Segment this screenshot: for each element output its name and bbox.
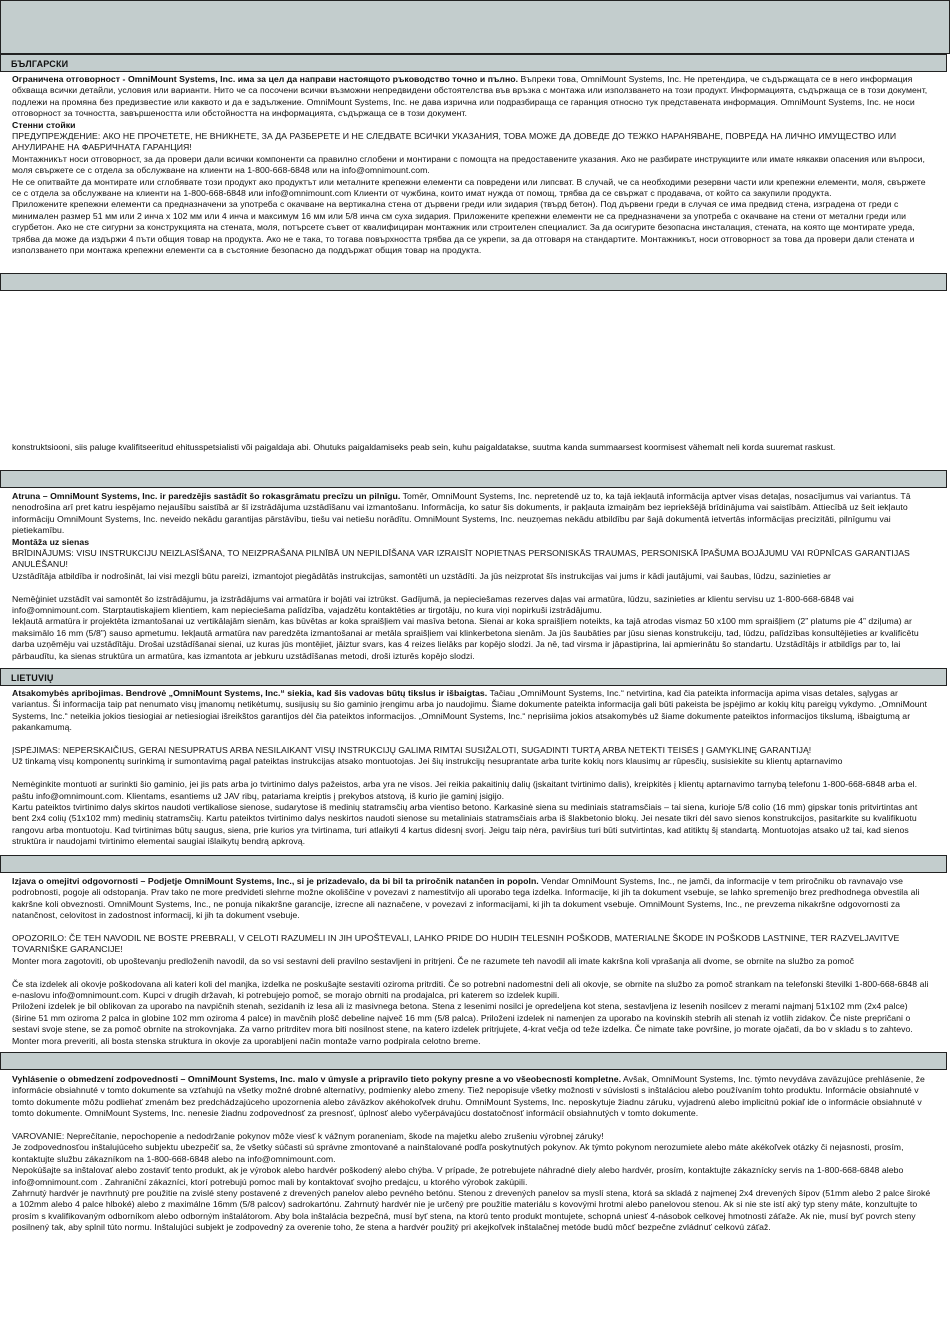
top-header-band	[0, 0, 950, 54]
warning-paragraph: ĮSPĖJIMAS: NEPERSKAIČIUS, GERAI NESUPRATUS ARBA NESILAIKANT VISŲ INSTRUKCIJŲ GALIMA RIMTAI SUSIŽALOTI, SUGADINTI TURTĄ ARBA NETEKTI TEISĖS Į GAMYKLINĘ GARANTIJĄ!	[12, 745, 812, 756]
bulgarian-text-block	[12, 74, 934, 257]
section-header-slovak	[0, 1052, 947, 1070]
subheading: Стенни стойки	[12, 119, 76, 130]
warning-paragraph: VAROVANIE: Neprečítanie, nepochopenie a nedodržanie pokynov môže viesť k vážnym poraneniam, škode na majetku alebo zrušeniu výrobnej záruky!	[12, 1131, 604, 1142]
disclaimer-paragraph: Atruna – OmniMount Systems, Inc. ir paredzējis sastādīt šo rokasgrāmatu precīzu un pilnīgu. Tomēr, OmniMount Systems, Inc. nepretendē uz to, ka tajā iekļautā informācija aptver visas detaļas, nosacījumus vai variantus. Tā nenodrošina arī pret katru iespējamo nejaušību saistībā ar šī izstrādājuma uzstādīšanu vai izmantošanu. Informācija, ko satur šis dokuments, ir pakļauta izmaiņām bez iepriekšējā brīdinājuma vai saistībām. Attiecībā uz šeit iekļauto informāciju OmniMount Systems, Inc. neveido nekādu garantijas pārstāvību, tiešu vai netiešu norādītu. OmniMount Systems, Inc. neuzņemas nekādu atbildību par šajā dokumentā ietvertās informācijas precizitāti, pilnīgumu vai pietiekamību.	[12, 491, 911, 536]
latvian-text-block	[12, 491, 934, 662]
body-paragraph: Če sta izdelek ali okovje poškodovana ali kateri koli del manjka, izdelka ne poskušajte sestaviti oziroma pritrditi. Če so potrebni nadomestni deli ali okovje, se obrnite na službo za pomoč strankam na telefonski številki 1-800-668-6848 ali e-naslovu info@omnimount.com. Kupci v drugih državah, ki potrebujejo pomoč, se morajo obrniti na prodajalca, pri katerem so izdelek kupili.	[12, 978, 929, 1001]
body-paragraph: Iekļautā armatūra ir projektēta izmantošanai uz vertikālajām sienām, kas būvētas ar koka spraišļiem vai masīva betona. Sienai ar koka spraišļiem noteikts, ka tajā atrodas vismaz 50 x100 mm spraišļiem (2” platums pie 4” dziļuma) ar maksimālo 16 mm (5/8”) sauso apmetumu. Iekļautā armatūra nav paredzēta izmantošanai ar metāla spraišļiem vai klinkerbetona sienām. Ja jūs šaubāties par jūsu sienas konstrukciju, tad, lūdzu, palīdzības konsultējieties ar kvalificētu darba uzņēmēju vai uzstādītāju. Drošai uzstādīšanai sienai, uz kuras jūs montējiet, jāiztur svars, kas 4 reizes lielāks par kopējo slodzi. Ja nē, tad virsma ir jāpastiprina, lai apmierinātu šo standartu. Uzstādītājs ir atbildīgs par to, lai pārbaudītu, ka sienas struktūra un armatūra, kas izmantota ar jebkuru uzstādīšanas metodi, droši izturēs kopējo slodzi.	[12, 616, 919, 661]
body-paragraph: Už tinkamą visų komponentų surinkimą ir sumontavimą pagal pateiktas instrukcijas atsako montuotojas. Jei šių instrukcijų nesuprantate arba turite kokių nors klausimų ar rūpesčių, susisiekite su klientų aptarnavimo	[12, 756, 843, 767]
body-paragraph: Zahrnutý hardvér je navrhnutý pre použitie na zvislé steny postavené z drevených panelov alebo pevného betónu. Stenou z drevených panelov sa myslí stena, ktorá sa skladá z najmenej 2x4 drevených šípov (51mm alebo 2 palce široké a 102mm alebo 4 palce hlboké) alebo z maximálne 16mm (5/8 palcov) sadrokartónu. Zahrnutý hardvér nie je určený pre použitie materiálu s kovovými hrotmi alebo panelovou stenou. Ak si nie ste istí aký typ steny máte, konzultujte to prosím s kvalifikovaným odborníkom alebo odborným inštalátorom. Aby bola inštalácia bezpečná, musí byť stena, na ktorú tento produkt montujete, schopná uniesť 4-násobok celkovej hmotnosti záťaže. Ak nie, musí byť povrch steny posilnený tak, aby splnil túto normu. Inštalujúci subjekt je zodpovedný za overenie toho, že stena a hardvér použitý pri akejkoľvek inštalačnej metóde budú môcť bezpečne zvládnuť celkovú záťaž.	[12, 1188, 931, 1233]
body-paragraph: Монтажникът носи отговорност, за да провери дали всички компоненти са правилно сглобени и монтирани с помощта на предоставените указания. Ако не разбирате инструкциите или имате някакви опасения или въпроси, моля свържете се с отдела за обслужване на клиенти на 1-800-668-6848 или на info@omnimount.com.	[12, 153, 925, 176]
body-paragraph: Priloženi izdelek je bil oblikovan za uporabo na navpičnih stenah, sezidanih iz lesa ali iz masivnega betona. Stena z lesenimi nosilci je opredeljena kot stena, sestavljena iz lesenih nosilcev z merami najmanj 51x102 mm (2x4 palce) (širine 51 mm oziroma 2 palca in globine 102 mm oziroma 4 palce) in mavčnih plošč debeline največ 16 mm (5/8 palca). Priloženi izdelek ni namenjen za uporabo na kovinskih stebrih ali stenah iz votlih zidakov. Če niste prepričani o sestavi svoje stene, se za pomoč obrnite na strokovnjaka. Za varno pritrditev mora biti nosilnost stene, na katero izdelek pritrjujete, 4-krat večja od teže izdelka. Če nimate take površine, jo morate ojačati, da bo v skladu s to zahtevo. Monter mora preveriti, ali bosta stenska struktura in okovje za uporabljeni način montaže varno podpirala celotno breme.	[12, 1001, 913, 1046]
section-header-estonian	[0, 273, 947, 291]
body-paragraph: Не се опитвайте да монтирате или сглобявате този продукт ако продуктът или металните крепежни елементи са повредени или липсват. В случай, че са необходими резервни части или крепежни елементи, моля, свържете се с отдела за обслужване на клиенти на 1-800-668-6848 или info@omnimount.com Клиенти от чужбина, които имат нужда от помощ, трябва да се свържат с продавача, от който са закупили продукта.	[12, 176, 926, 199]
body-paragraph: Nepokúšajte sa inštalovať alebo zostaviť tento produkt, ak je výrobok alebo hardvér poškodený alebo chýba. V prípade, že potrebujete náhradné diely alebo hardvér, prosím, kontaktujte zákaznícky servis na 1-800-668-6848 alebo info@omnimount.com . Zahraniční zákazníci, ktorí potrebujú pomoc mali by kontaktovať svojho predajcu, u ktorého výrobok zakúpili.	[12, 1165, 904, 1187]
disclaimer-paragraph: Vyhlásenie o obmedzení zodpovednosti – OmniMount Systems, Inc. malo v úmysle a pripravilo tieto pokyny presne a vo všeobecnosti kompletne. Avšak, OmniMount Systems, Inc. týmto nevydáva zaväzujúce prehlásenie, že informácie obsiahnuté v tomto dokumente sa vzťahujú na všetky možné drobné alternatívy, podmienky alebo zmeny. Tiež nepopisuje všetky možnosti v súvislosti s inštaláciou alebo používaním tohto produktu. Informácie obsiahnuté v tomto dokumente môžu podliehať zmenám bez predchádzajúceho upozornenia alebo záväzkov akéhokoľvek druhu. OmniMount Systems, Inc. neposkytuje žiadnu záruku, vyjadrenú alebo implicitnú pokiaľ ide o informácie obsiahnuté v tomto dokumente. OmniMount Systems, Inc. nenesie žiadnu zodpovednosť za presnosť, úplnosť alebo vyčerpávajúcu dostatočnosť informácií obsiahnutých v tomto dokumente.	[12, 1074, 925, 1119]
slovenian-text-block	[12, 876, 934, 1047]
slovak-text-block	[12, 1074, 934, 1234]
section-header-latvian	[0, 470, 947, 488]
disclaimer-paragraph: Izjava o omejitvi odgovornosti – Podjetje OmniMount Systems, Inc., si je prizadevalo, da bi bil ta priročnik natančen in popoln. Vendar OmniMount Systems, Inc., ne jamči, da informacije v tem priročniku ob ravnavajo vse podrobnosti, pogoje ali odstopanja. Prav tako ne more predvideti slehrne možne okoliščine v povezavi z namestitvijo ali uporabo tega izdelka. Informacije, ki jih ta dokument vsebuje, se lahko spremenijo brez predhodnega obvestila ali kakršne koli obveznosti. OmniMount Systems, Inc., ne ponuja nikakršne garancije, izrecne ali naznačene, v povezavi z informacijami, ki jih ta dokument vsebuje. OmniMount Systems, Inc., ne prevzema nikakršne odgovornosti za natančnost, celovitost in zadostnost informacij, ki jih ta dokument vsebuje.	[12, 876, 920, 921]
section-title: LIETUVIŲ	[11, 673, 54, 683]
body-paragraph: Je zodpovednosťou inštalujúceho subjektu ubezpečiť sa, že všetky súčasti sú správne zmontované a nainštalované podľa poskytnutých pokynov. Ak týmto pokynom nerozumiete alebo máte akékoľvek otázky či nejasnosti, prosím, kontaktujte službu zákazníkom na 1-800-668-6848 alebo na info@omnimount.com.	[12, 1142, 904, 1164]
lithuanian-text-block	[12, 688, 934, 848]
body-paragraph: Monter mora zagotoviti, ob upoštevanju predloženih navodil, da so vsi sestavni deli pravilno sestavljeni in pritrjeni. Če ne razumete teh navodil ali imate kakršna koli vprašanja ali dvome, se obrnite na službo za pomoč	[12, 955, 855, 966]
section-header-lithuanian	[0, 668, 947, 686]
section-header-bulgarian	[0, 54, 947, 72]
warning-paragraph: OPOZORILO: ČE TEH NAVODIL NE BOSTE PREBRALI, V CELOTI RAZUMELI IN JIH UPOŠTEVALI, LAHKO PRIDE DO HUDIH TELESNIH POŠKODB, MATERIALNE ŠKODE IN POŠKODB LASTNINE, TER RAZVELJAVITVE TOVARNIŠKE GARANCIJE!	[12, 933, 900, 955]
body-paragraph: Nemēģiniet uzstādīt vai samontēt šo izstrādājumu, ja izstrādājums vai armatūra ir bojāti vai iztrūkst. Gadījumā, ja nepieciešamas rezerves daļas vai armatūra, lūdzu, sazinieties ar klientu servisu uz 1-800-668-6848 vai info@omnimount.com. Starptautiskajiem klientiem, kam nepieciešama palīdzība, vajadzētu kontaktēties ar tirgotāju, no kura viņi nopirkuši izstrādājumu.	[12, 593, 854, 616]
section-header-slovenian	[0, 855, 947, 873]
body-paragraph: Kartu pateiktos tvirtinimo dalys skirtos naudoti vertikaliose sienose, sudarytose iš medinių statramsčių arba vientiso betono. Karkasinė siena su mediniais statramsčiais – tai siena, kurioje 5/8 colio (16 mm) gipskar tonis pritvirtintas ant bent 2x4 colių (51x102 mm) medinių statramsčių. Kartu pateiktos tvirtinimo dalys neskirtos naudoti sienose su metaliniais statramsčiais arba iš šlakbetonio blokų. Jei nesate tikri dėl savo sienos konstrukcijos, pasitarkite su kvalifikuotu rangovu arba montuotoju. Kad tvirtinimas būtų saugus, siena, prie kurios yra tvirtinama, turi atlaikyti 4 kartus didesnį svorį. Jeigu taip nėra, paviršius turi būti sutvirtintas, kad atitiktų šį standartą. Montuotojas atsako už tai, kad sienos struktūra ir naudojami tvirtinimo elementai saugiai išlaikytų bendrą apkrovą.	[12, 802, 918, 847]
disclaimer-paragraph: Atsakomybės apribojimas. Bendrovė „OmniMount Systems, Inc.“ siekia, kad šis vadovas būtų tikslus ir išbaigtas. Tačiau „OmniMount Systems, Inc.“ netvirtina, kad čia pateikta informacija apima visas detales, sąlygas ar variantus. Ši informacija taip pat nenumato visų įmanomų netikėtumų, susijusių su šio gaminio įrengimu arba jo naudojimu. Šiame dokumente pateikta informacija gali būti pakeista be įspėjimo ar kokių kitų pareigų vykdymo. „OmniMount Systems, Inc.“ neteikia jokios tiesiogiai ar netiesiogiai išreikštos garantijos dėl čia pateiktos informacijos. „OmniMount Systems, Inc.“ neprisiima jokios atsakomybės už šiame dokumente pateiktos informacijos tikslumą, išbaigtumą ar pakankamumą.	[12, 688, 928, 733]
estonian-fragment: konstruktsiooni, siis paluge kvalifitseeritud ehitusspetsialisti või paigaldaja abi. Ohutuks paigaldamiseks peab sein, kuhu paigaldatakse, suutma kanda summaarsest koormisest vähemalt neli korda suuremat raskust.	[12, 442, 836, 452]
subheading: Montāža uz sienas	[12, 536, 90, 547]
body-paragraph: Uzstādītāja atbildība ir nodrošināt, lai visi mezgli būtu pareizi, izmantojot piegādātās instrukcijas, samontēti un uzstādīti. Ja jūs neizprotat šīs instrukcijas vai jums ir kādi jautājumi, vai šaubas, lūdzu, sazinieties ar	[12, 570, 831, 581]
disclaimer-paragraph: Ограничена отговорност - OmniMount Systems, Inc. има за цел да направи настоящото ръководство точно и пълно. Въпреки това, OmniMount Systems, Inc. Не претендира, че съдържащата се в него информация обхваща всички детайли, условия или варианти. Нито че са посочени всички възможни непредвидени обстоятелства във връзка с монтажа или използването на този продукт. Информацията, съдържаща се в този документ, подлежи на промяна без предизвестие или каквото и да е задължение. OmniMount Systems, Inc. не дава изрична или подразбираща се гаранция относно тук представената информация. OmniMount Systems, Inc. не носи отговорност за точността, завършеността или обстойността на информацията, съдържаща се в този документ.	[12, 74, 928, 119]
warning-paragraph: ПРЕДУПРЕЖДЕНИЕ: АКО НЕ ПРОЧЕТЕТЕ, НЕ ВНИКНЕТЕ, ЗА ДА РАЗБЕРЕТЕ И НЕ СЛЕДВАТЕ ВСИЧКИ УКАЗАНИЯ, ТОВА МОЖЕ ДА ДОВЕДЕ ДО ТЕЖКО НАРАНЯВАНЕ, ПОВРЕДА НА ЛИЧНО ИМУЩЕСТВО ИЛИ АНУЛИРАНЕ НА ФАБРИЧНАТА ГАРАНЦИЯ!	[12, 131, 897, 153]
body-paragraph: Приложените крепежни елементи са предназначени за употреба с окачване на вертикална стена от дървени греди или зидария (твърд бетон). Под дървени греди в случая се има предвид стена, изградена от греди с минимален размер 51 мм или 2 инча x 102 мм или 4 инча и максимум 16 мм или 5/8 инча см суха зидария. Приложените крепежни елементи не са предназначени за употреба с окачване на стени от метални греди или сгурбетон. Ако не сте сигурни за конструкцията на стената, моля, потърсете съвет от квалифициран монтажник или строителен специалист. За да осигурите безопасна инсталация, стената, на която ще монтирате уреда, трябва да може да издържи 4 пъти общия товар на продукта. Ако не е така, то тогава повърхността трябва да се укрепи, за да отговаря на стандартите. Монтажникът, носи отговорност за това да провери дали стената и използването при монтажа крепежни елементи са в състояние безопасно да поддържат общия товар на продукта.	[12, 199, 915, 256]
warning-paragraph: BRĪDINĀJUMS: VISU INSTRUKCIJU NEIZLASĪŠANA, TO NEIZPRAŠANA PILNĪBĀ UN NEPILDĪŠANA VAR IZRAISĪT NOPIETNAS PERSONISKĀS TRAUMAS, PERSONISKĀ ĪPAŠUMA BOJĀJUMU VAI RŪPNĪCAS GARANTIJAS ANULĒŠANU!	[12, 548, 910, 570]
body-paragraph: Nemėginkite montuoti ar surinkti šio gaminio, jei jis pats arba jo tvirtinimo dalys pažeistos, arba yra ne visos. Jei reikia pakaitinių dalių (įskaitant tvirtinimo dalis), kreipkitės į klientų aptarnavimo tarnybą telefonu 1-800-668-6848 arba el. paštu info@omnimount.com. Klientams, esantiems už JAV ribų, patariama kreiptis į prekybos atstovą, iš kurio jie gaminį įsigijo.	[12, 779, 918, 801]
section-title: БЪЛГАРСКИ	[11, 59, 69, 69]
